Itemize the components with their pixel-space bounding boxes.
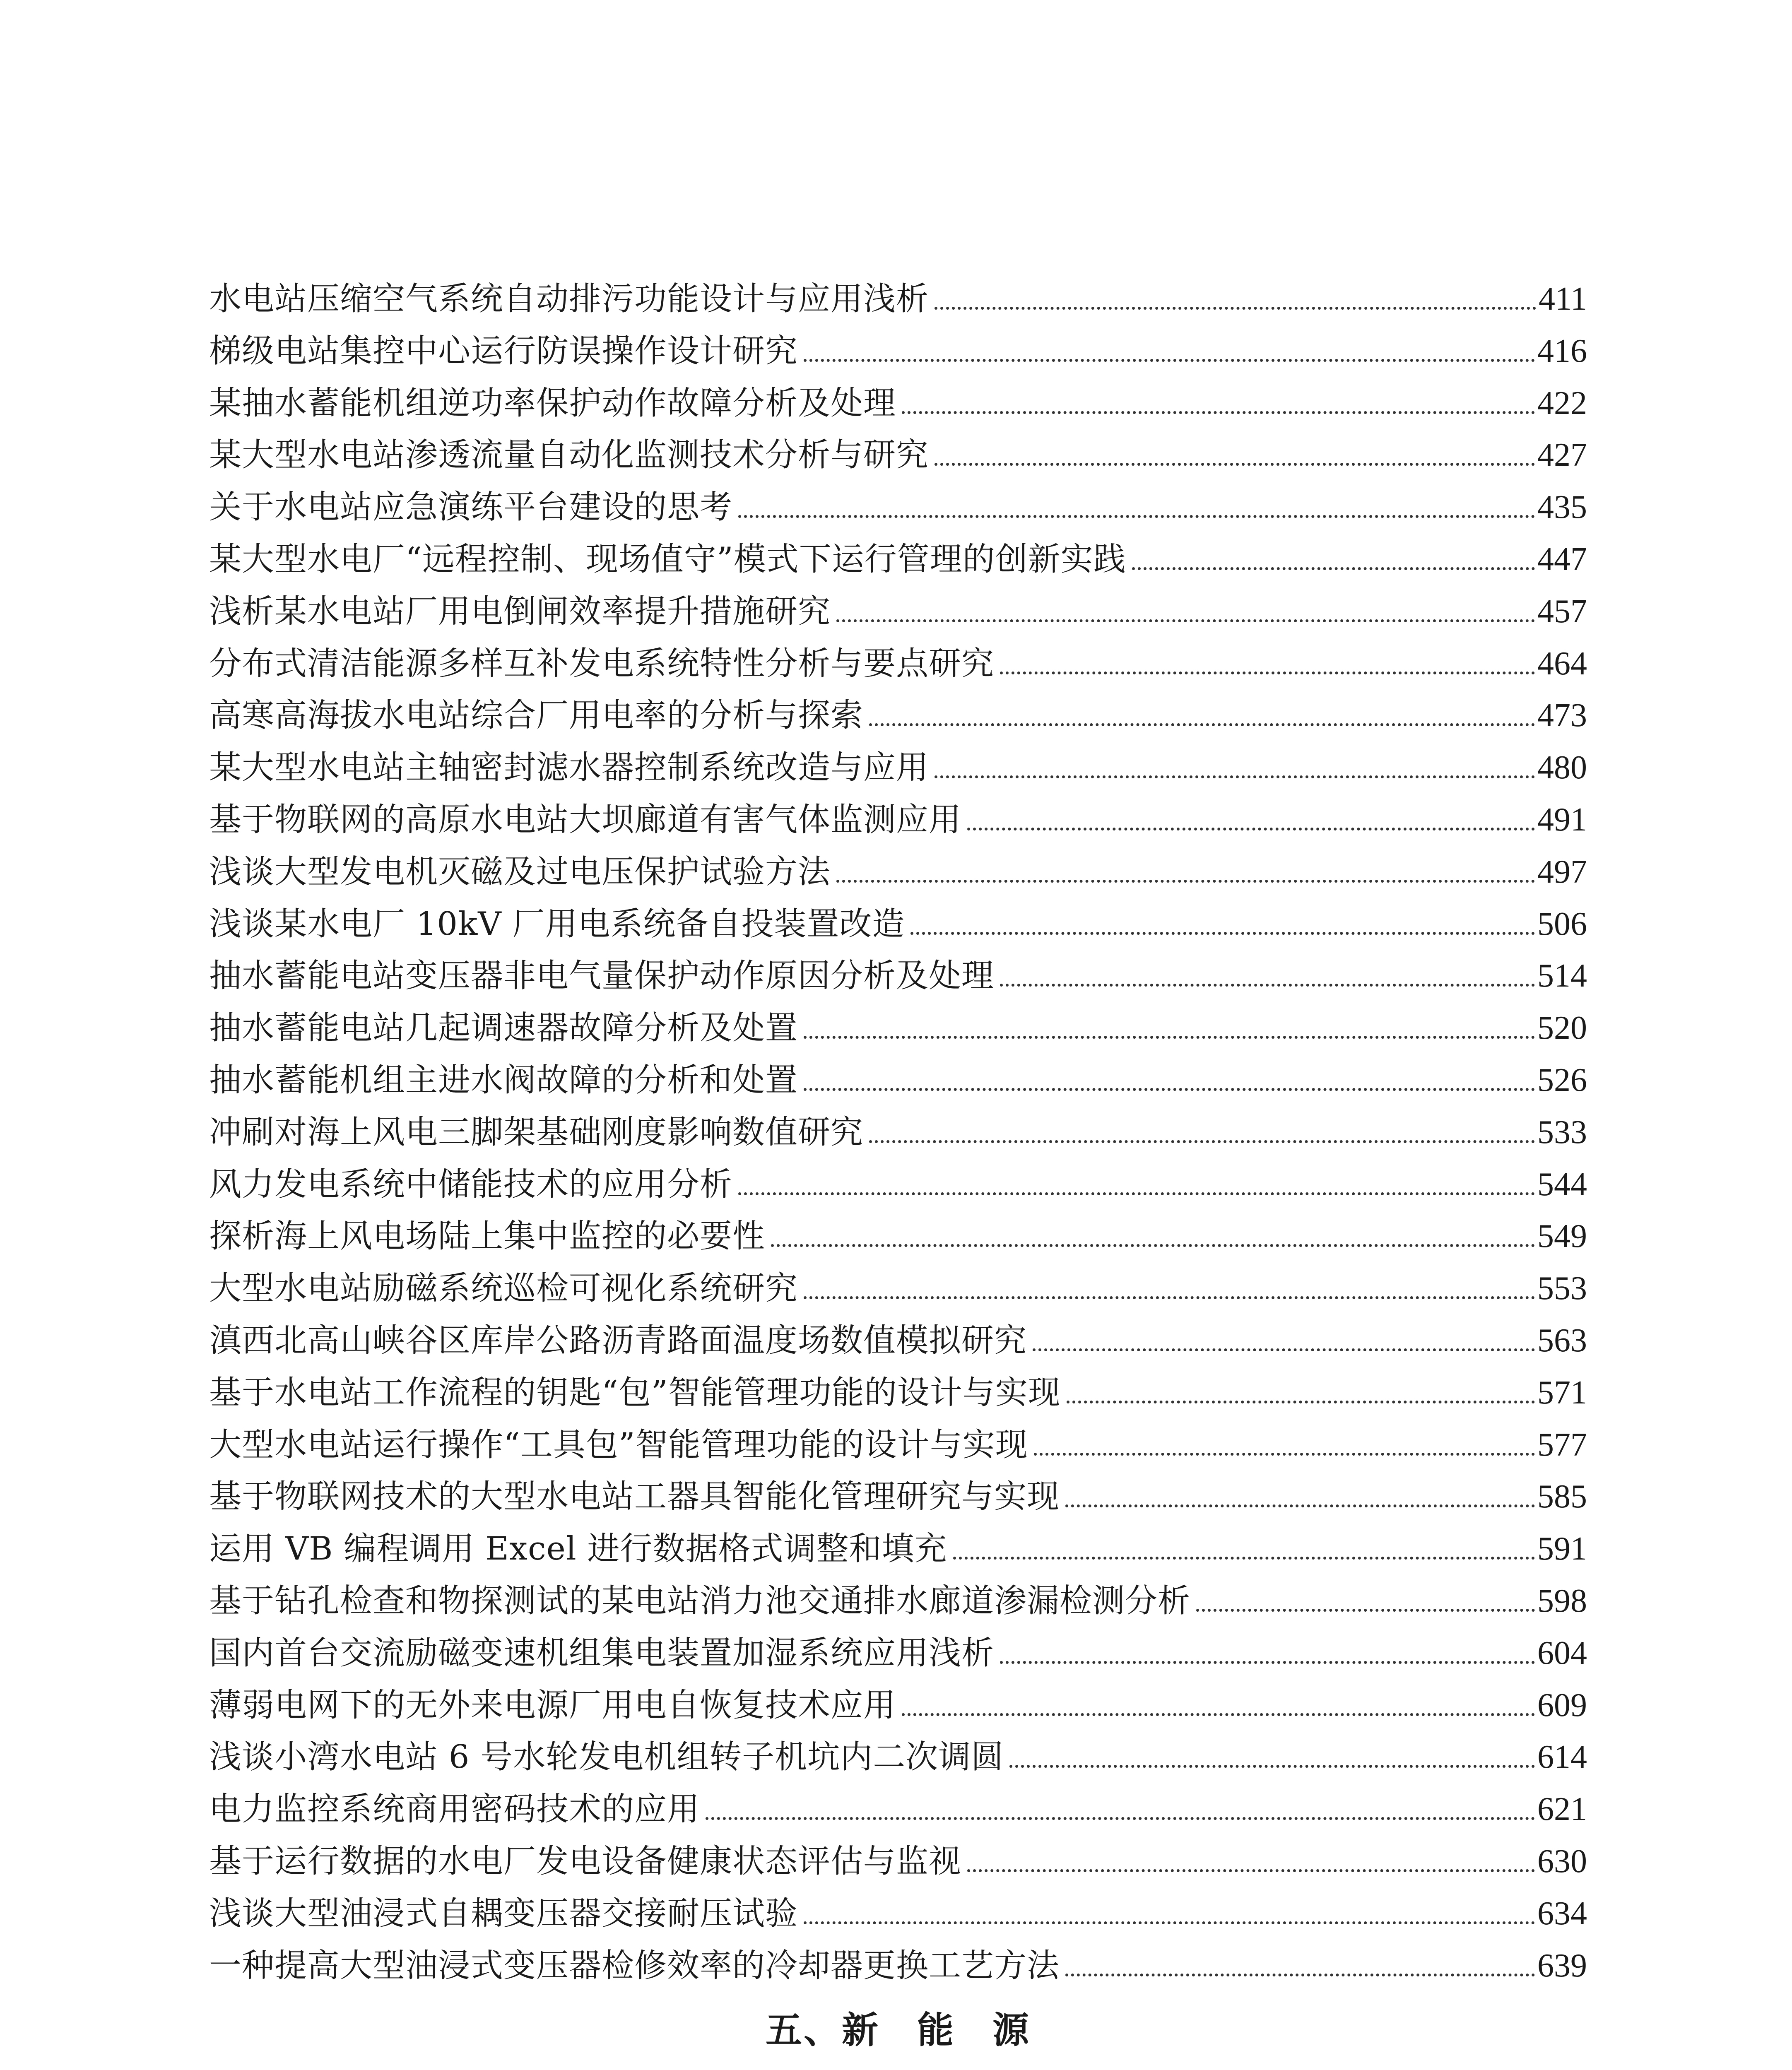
toc-dot-leader bbox=[1000, 672, 1535, 674]
toc-entry-title: 风力发电系统中储能技术的应用分析 bbox=[209, 1165, 733, 1203]
toc-entry[interactable] bbox=[209, 1002, 1587, 1054]
toc-entry[interactable] bbox=[209, 846, 1587, 898]
toc-entry[interactable] bbox=[209, 378, 1587, 430]
toc-entry-title: 探析海上风电场陆上集中监控的必要性 bbox=[209, 1218, 766, 1255]
toc-entry[interactable] bbox=[209, 1575, 1587, 1627]
toc-entry-page-number: 491 bbox=[1537, 801, 1587, 838]
toc-entry[interactable] bbox=[209, 1627, 1587, 1680]
toc-dot-leader bbox=[738, 515, 1535, 518]
toc-entry-title: 某大型水电站主轴密封滤水器控制系统改造与应用 bbox=[209, 749, 929, 787]
toc-entry[interactable] bbox=[209, 690, 1587, 742]
toc-entry-title: 基于物联网技术的大型水电站工器具智能化管理研究与实现 bbox=[209, 1478, 1060, 1516]
toc-dot-leader bbox=[935, 775, 1535, 778]
toc-entry-page-number: 416 bbox=[1537, 332, 1587, 369]
toc-entry-page-number: 435 bbox=[1537, 489, 1587, 526]
toc-entry[interactable] bbox=[209, 794, 1587, 846]
toc-entry-page-number: 585 bbox=[1537, 1478, 1587, 1515]
toc-dot-leader bbox=[804, 1088, 1535, 1091]
toc-entry[interactable] bbox=[209, 742, 1587, 794]
toc-dot-leader bbox=[1000, 1661, 1535, 1664]
toc-entry[interactable] bbox=[209, 1888, 1587, 1940]
toc-entry[interactable] bbox=[209, 1731, 1587, 1784]
toc-entry-page-number: 520 bbox=[1537, 1010, 1587, 1047]
toc-entry-page-number: 526 bbox=[1537, 1061, 1587, 1098]
toc-dot-leader bbox=[1196, 1609, 1535, 1612]
toc-dot-leader bbox=[706, 1817, 1535, 1820]
toc-entry-page-number: 630 bbox=[1537, 1843, 1587, 1880]
toc-entry-page-number: 577 bbox=[1537, 1426, 1587, 1463]
section-heading-char-3: 源 bbox=[992, 2008, 1031, 2052]
toc-entry-page-number: 497 bbox=[1537, 853, 1587, 890]
toc-entry[interactable] bbox=[209, 1367, 1587, 1419]
toc-entry[interactable] bbox=[209, 898, 1587, 951]
toc-entry-page-number: 411 bbox=[1538, 281, 1587, 317]
toc-dot-leader bbox=[836, 880, 1535, 883]
toc-entry-title: 电力监控系统商用密码技术的应用 bbox=[209, 1791, 700, 1828]
toc-dot-leader bbox=[902, 1713, 1535, 1716]
toc-entry-page-number: 634 bbox=[1537, 1895, 1587, 1932]
toc-entry-page-number: 549 bbox=[1537, 1218, 1587, 1255]
toc-entry-title: 关于水电站应急演练平台建设的思考 bbox=[209, 489, 733, 526]
toc-dot-leader bbox=[935, 307, 1536, 310]
toc-entry-page-number: 609 bbox=[1537, 1687, 1587, 1723]
toc-dot-leader bbox=[836, 619, 1535, 622]
toc-entry-page-number: 614 bbox=[1537, 1739, 1587, 1776]
toc-entry[interactable] bbox=[209, 325, 1587, 378]
toc-dot-leader bbox=[1065, 1974, 1535, 1976]
toc-entry-page-number: 563 bbox=[1537, 1322, 1587, 1359]
section-heading-char-1: 新 bbox=[841, 2008, 880, 2052]
toc-entry-title: 基于物联网的高原水电站大坝廊道有害气体监测应用 bbox=[209, 801, 962, 838]
toc-entry-page-number: 464 bbox=[1537, 645, 1587, 682]
toc-entry-title: 大型水电站励磁系统巡检可视化系统研究 bbox=[209, 1270, 798, 1307]
table-of-contents bbox=[209, 273, 1587, 2070]
toc-entry-title: 国内首台交流励磁变速机组集电装置加湿系统应用浅析 bbox=[209, 1634, 995, 1672]
toc-dot-leader bbox=[1132, 567, 1535, 570]
section-heading-char-2: 能 bbox=[917, 2008, 956, 2052]
toc-entry-page-number: 427 bbox=[1537, 437, 1587, 474]
toc-entry-title: 某大型水电站渗透流量自动化监测技术分析与研究 bbox=[209, 436, 929, 474]
toc-entry[interactable] bbox=[209, 1211, 1587, 1263]
toc-entry-title: 浅谈大型油浸式自耦变压器交接耐压试验 bbox=[209, 1894, 798, 1932]
toc-dot-leader bbox=[771, 1244, 1535, 1247]
toc-entry[interactable] bbox=[209, 1471, 1587, 1523]
toc-entry-title: 抽水蓄能机组主进水阀故障的分析和处置 bbox=[209, 1061, 798, 1099]
toc-dot-leader bbox=[804, 1036, 1535, 1039]
toc-entry-title: 浅谈大型发电机灭磁及过电压保护试验方法 bbox=[209, 853, 831, 891]
toc-entry-title: 抽水蓄能电站几起调速器故障分析及处置 bbox=[209, 1009, 798, 1047]
toc-entry-page-number: 533 bbox=[1537, 1114, 1587, 1151]
toc-entry-page-number: 553 bbox=[1537, 1270, 1587, 1307]
toc-dot-leader bbox=[869, 723, 1535, 726]
toc-entry-title: 梯级电站集控中心运行防误操作设计研究 bbox=[209, 332, 798, 370]
toc-entry-title: 一种提高大型油浸式变压器检修效率的冷却器更换工艺方法 bbox=[209, 1947, 1060, 1984]
toc-entry-page-number: 473 bbox=[1537, 697, 1587, 734]
toc-entry-title: 基于运行数据的水电厂发电设备健康状态评估与监视 bbox=[209, 1842, 962, 1880]
toc-entry-page-number: 621 bbox=[1537, 1791, 1587, 1828]
toc-entry[interactable] bbox=[209, 1836, 1587, 1888]
toc-entry-page-number: 422 bbox=[1537, 385, 1587, 421]
toc-entry-page-number: 571 bbox=[1537, 1374, 1587, 1411]
toc-entry[interactable] bbox=[209, 1315, 1587, 1367]
toc-entry-page-number: 480 bbox=[1537, 749, 1587, 786]
toc-entry[interactable] bbox=[209, 534, 1587, 586]
toc-entry-page-number: 447 bbox=[1537, 541, 1587, 578]
toc-entry-title: 浅谈某水电厂 10kV 厂用电系统备自投装置改造 bbox=[209, 905, 905, 943]
toc-entry-title: 某大型水电厂“远程控制、现场值守”模式下运行管理的创新实践 bbox=[209, 540, 1126, 578]
toc-entry[interactable] bbox=[209, 481, 1587, 534]
toc-entry-page-number: 506 bbox=[1537, 905, 1587, 942]
toc-entry-title: 运用 VB 编程调用 Excel 进行数据格式调整和填充 bbox=[209, 1530, 947, 1568]
toc-dot-leader bbox=[804, 1921, 1535, 1924]
toc-entry[interactable] bbox=[209, 586, 1587, 638]
toc-entry[interactable] bbox=[209, 1680, 1587, 1732]
toc-entry-title: 滇西北高山峡谷区库岸公路沥青路面温度场数值模拟研究 bbox=[209, 1321, 1027, 1359]
toc-entry-title: 大型水电站运行操作“工具包”智能管理功能的设计与实现 bbox=[209, 1426, 1028, 1463]
toc-entry-title: 高寒高海拔水电站综合厂用电率的分析与探索 bbox=[209, 697, 864, 734]
toc-entry[interactable] bbox=[209, 1784, 1587, 1836]
toc-entry-title: 抽水蓄能电站变压器非电气量保护动作原因分析及处理 bbox=[209, 957, 995, 995]
toc-dot-leader bbox=[967, 1869, 1535, 1872]
toc-entry[interactable] bbox=[209, 1054, 1587, 1107]
toc-entry-title: 基于钻孔检查和物探测试的某电站消力池交通排水廊道渗漏检测分析 bbox=[209, 1582, 1191, 1620]
section-heading bbox=[209, 1992, 1587, 2070]
toc-entry-title: 冲刷对海上风电三脚架基础刚度影响数值研究 bbox=[209, 1113, 864, 1151]
toc-entry[interactable] bbox=[209, 273, 1587, 325]
toc-entry[interactable] bbox=[209, 950, 1587, 1002]
toc-entry-page-number: 457 bbox=[1537, 593, 1587, 630]
toc-entry-page-number: 514 bbox=[1537, 958, 1587, 994]
toc-dot-leader bbox=[1065, 1504, 1535, 1507]
toc-entry-title: 分布式清洁能源多样互补发电系统特性分析与要点研究 bbox=[209, 645, 995, 682]
toc-entry[interactable] bbox=[209, 1419, 1587, 1471]
toc-entry-title: 水电站压缩空气系统自动排污功能设计与应用浅析 bbox=[209, 280, 929, 318]
toc-entry-title: 某抽水蓄能机组逆功率保护动作故障分析及处理 bbox=[209, 384, 896, 422]
toc-dot-leader bbox=[869, 1140, 1535, 1143]
toc-dot-leader bbox=[902, 411, 1535, 414]
toc-entry[interactable] bbox=[209, 1940, 1587, 1992]
toc-dot-leader bbox=[910, 932, 1535, 935]
toc-dot-leader bbox=[738, 1192, 1535, 1195]
toc-dot-leader bbox=[804, 1296, 1535, 1299]
toc-entry-title: 浅析某水电站厂用电倒闸效率提升措施研究 bbox=[209, 592, 831, 630]
toc-entry[interactable] bbox=[209, 429, 1587, 481]
toc-entry-title: 浅谈小湾水电站 6 号水轮发电机组转子机坑内二次调圆 bbox=[209, 1738, 1004, 1776]
toc-entry-title: 薄弱电网下的无外来电源厂用电自恢复技术应用 bbox=[209, 1686, 896, 1724]
toc-entry[interactable] bbox=[209, 1263, 1587, 1315]
section-heading-prefix: 五、 bbox=[765, 2008, 842, 2052]
toc-entry-page-number: 544 bbox=[1537, 1166, 1587, 1203]
toc-entry[interactable] bbox=[209, 638, 1587, 690]
toc-dot-leader bbox=[1034, 1453, 1535, 1456]
toc-entry-page-number: 639 bbox=[1537, 1947, 1587, 1984]
toc-dot-leader bbox=[953, 1557, 1535, 1560]
toc-entry[interactable] bbox=[209, 1159, 1587, 1211]
toc-entry-page-number: 591 bbox=[1537, 1531, 1587, 1567]
toc-entry[interactable] bbox=[209, 1107, 1587, 1159]
toc-dot-leader bbox=[967, 828, 1535, 830]
toc-dot-leader bbox=[935, 463, 1535, 466]
toc-dot-leader bbox=[1009, 1765, 1535, 1768]
toc-dot-leader bbox=[1067, 1401, 1535, 1403]
toc-dot-leader bbox=[1033, 1348, 1535, 1351]
toc-entry-page-number: 598 bbox=[1537, 1582, 1587, 1619]
toc-dot-leader bbox=[804, 359, 1535, 362]
toc-list-before bbox=[209, 273, 1587, 1992]
toc-dot-leader bbox=[1000, 984, 1535, 987]
toc-entry-title: 基于水电站工作流程的钥匙“包”智能管理功能的设计与实现 bbox=[209, 1374, 1061, 1411]
toc-entry-page-number: 604 bbox=[1537, 1634, 1587, 1671]
toc-entry[interactable] bbox=[209, 1523, 1587, 1575]
